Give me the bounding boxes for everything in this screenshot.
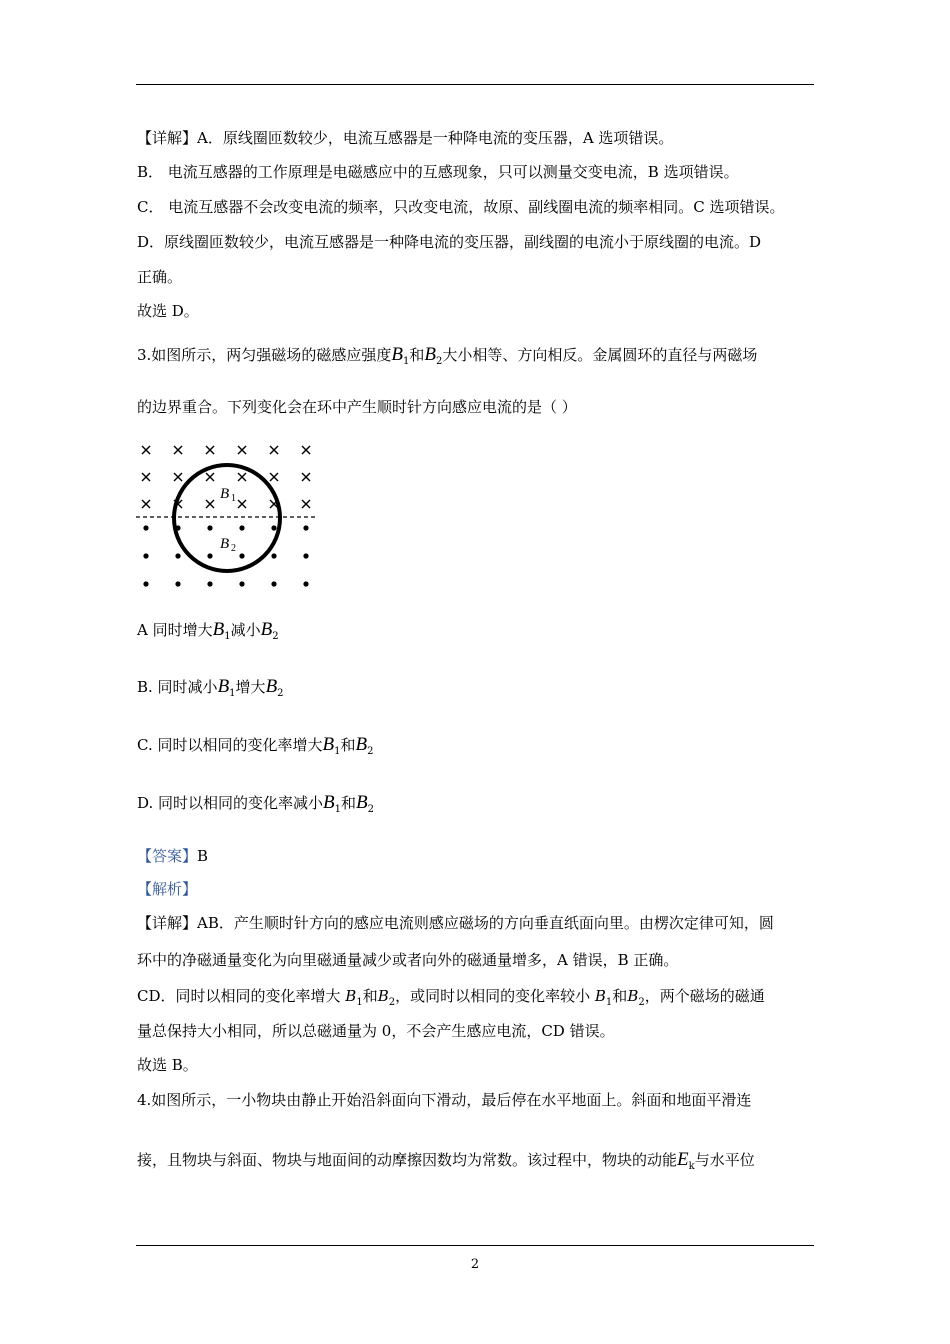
magnetic-field-figure <box>132 438 322 598</box>
metal-ring <box>174 465 280 571</box>
q3-stem-line1: 3.如图所示，两匀强磁场的磁感应强度$B_1$和$B_2$大小相等、方向相反。金属圆环的直径与两磁场 <box>137 344 758 367</box>
dot-mark <box>239 581 244 586</box>
dot-mark <box>207 525 212 530</box>
detail-c: C． 电流互感器不会改变电流的频率，只改变电流，故原、副线圈电流的频率相同。C 选项错误。 <box>137 198 785 216</box>
option-a: A 同时增大$B_1$减小$B_2$ <box>137 619 279 642</box>
analysis-line2: 环中的净磁通量变化为向里磁通量减少或者向外的磁通量增多，A 错误，B 正确。 <box>137 951 679 969</box>
option-c: C. 同时以相同的变化率增大$B_1$和$B_2$ <box>137 734 374 757</box>
analysis-conclusion: 故选 B。 <box>137 1056 198 1074</box>
dot-mark <box>207 581 212 586</box>
label-b1: B <box>220 486 230 502</box>
label-b2: B <box>220 536 230 552</box>
analysis-line1: 【详解】AB．产生顺时针方向的感应电流则感应磁场的方向垂直纸面向里。由楞次定律可知，圆 <box>137 914 774 932</box>
q3-stem-line2: 的边界重合。下列变化会在环中产生顺时针方向感应电流的是（ ） <box>137 398 577 416</box>
dot-mark <box>271 553 276 558</box>
dot-mark <box>143 553 148 558</box>
field-out-of-page-dots <box>143 525 308 586</box>
footer-rule <box>136 1245 814 1246</box>
analysis-label: 【解析】 <box>137 880 198 898</box>
dot-mark <box>207 553 212 558</box>
dot-mark <box>271 581 276 586</box>
label-b2-sub: 2 <box>231 543 236 554</box>
analysis-line4: 量总保持大小相同，所以总磁通量为 0，不会产生感应电流，CD 错误。 <box>137 1022 615 1040</box>
dot-mark <box>143 525 148 530</box>
label-b1-sub: 1 <box>231 493 236 504</box>
dot-mark <box>303 525 308 530</box>
conclusion: 故选 D。 <box>137 302 199 320</box>
detail-d-cont: 正确。 <box>137 268 183 286</box>
dot-mark <box>239 553 244 558</box>
dot-mark <box>175 553 180 558</box>
page-number: 2 <box>470 1257 480 1272</box>
detail-b: B． 电流互感器的工作原理是电磁感应中的互感现象，只可以测量交变电流，B 选项错误。 <box>137 163 739 181</box>
detail-d: D．原线圈匝数较少，电流互感器是一种降电流的变压器，副线圈的电流小于原线圈的电流。D <box>137 233 762 251</box>
dot-mark <box>303 553 308 558</box>
dot-mark <box>239 525 244 530</box>
dot-mark <box>175 581 180 586</box>
dot-mark <box>271 525 276 530</box>
dot-mark <box>303 581 308 586</box>
detail-a: 【详解】A．原线圈匝数较少，电流互感器是一种降电流的变压器，A 选项错误。 <box>137 129 674 147</box>
dot-mark <box>143 581 148 586</box>
analysis-line3: CD．同时以相同的变化率增大 $B_1$和$B_2$，或同时以相同的变化率较小 $B_1$和$B_2$，两个磁场的磁通 <box>137 987 765 1008</box>
option-b: B. 同时减小$B_1$增大$B_2$ <box>137 676 284 699</box>
q4-stem-line2: 接，且物块与斜面、物块与地面间的动摩擦因数均为常数。该过程中，物块的动能$E_k$与水平位 <box>137 1149 755 1172</box>
option-d: D. 同时以相同的变化率减小$B_1$和$B_2$ <box>137 792 375 815</box>
q4-stem-line1: 4.如图所示，一小物块由静止开始沿斜面向下滑动，最后停在水平地面上。斜面和地面平滑连 <box>137 1091 752 1109</box>
header-rule <box>136 84 814 85</box>
answer: 【答案】B <box>137 847 209 865</box>
